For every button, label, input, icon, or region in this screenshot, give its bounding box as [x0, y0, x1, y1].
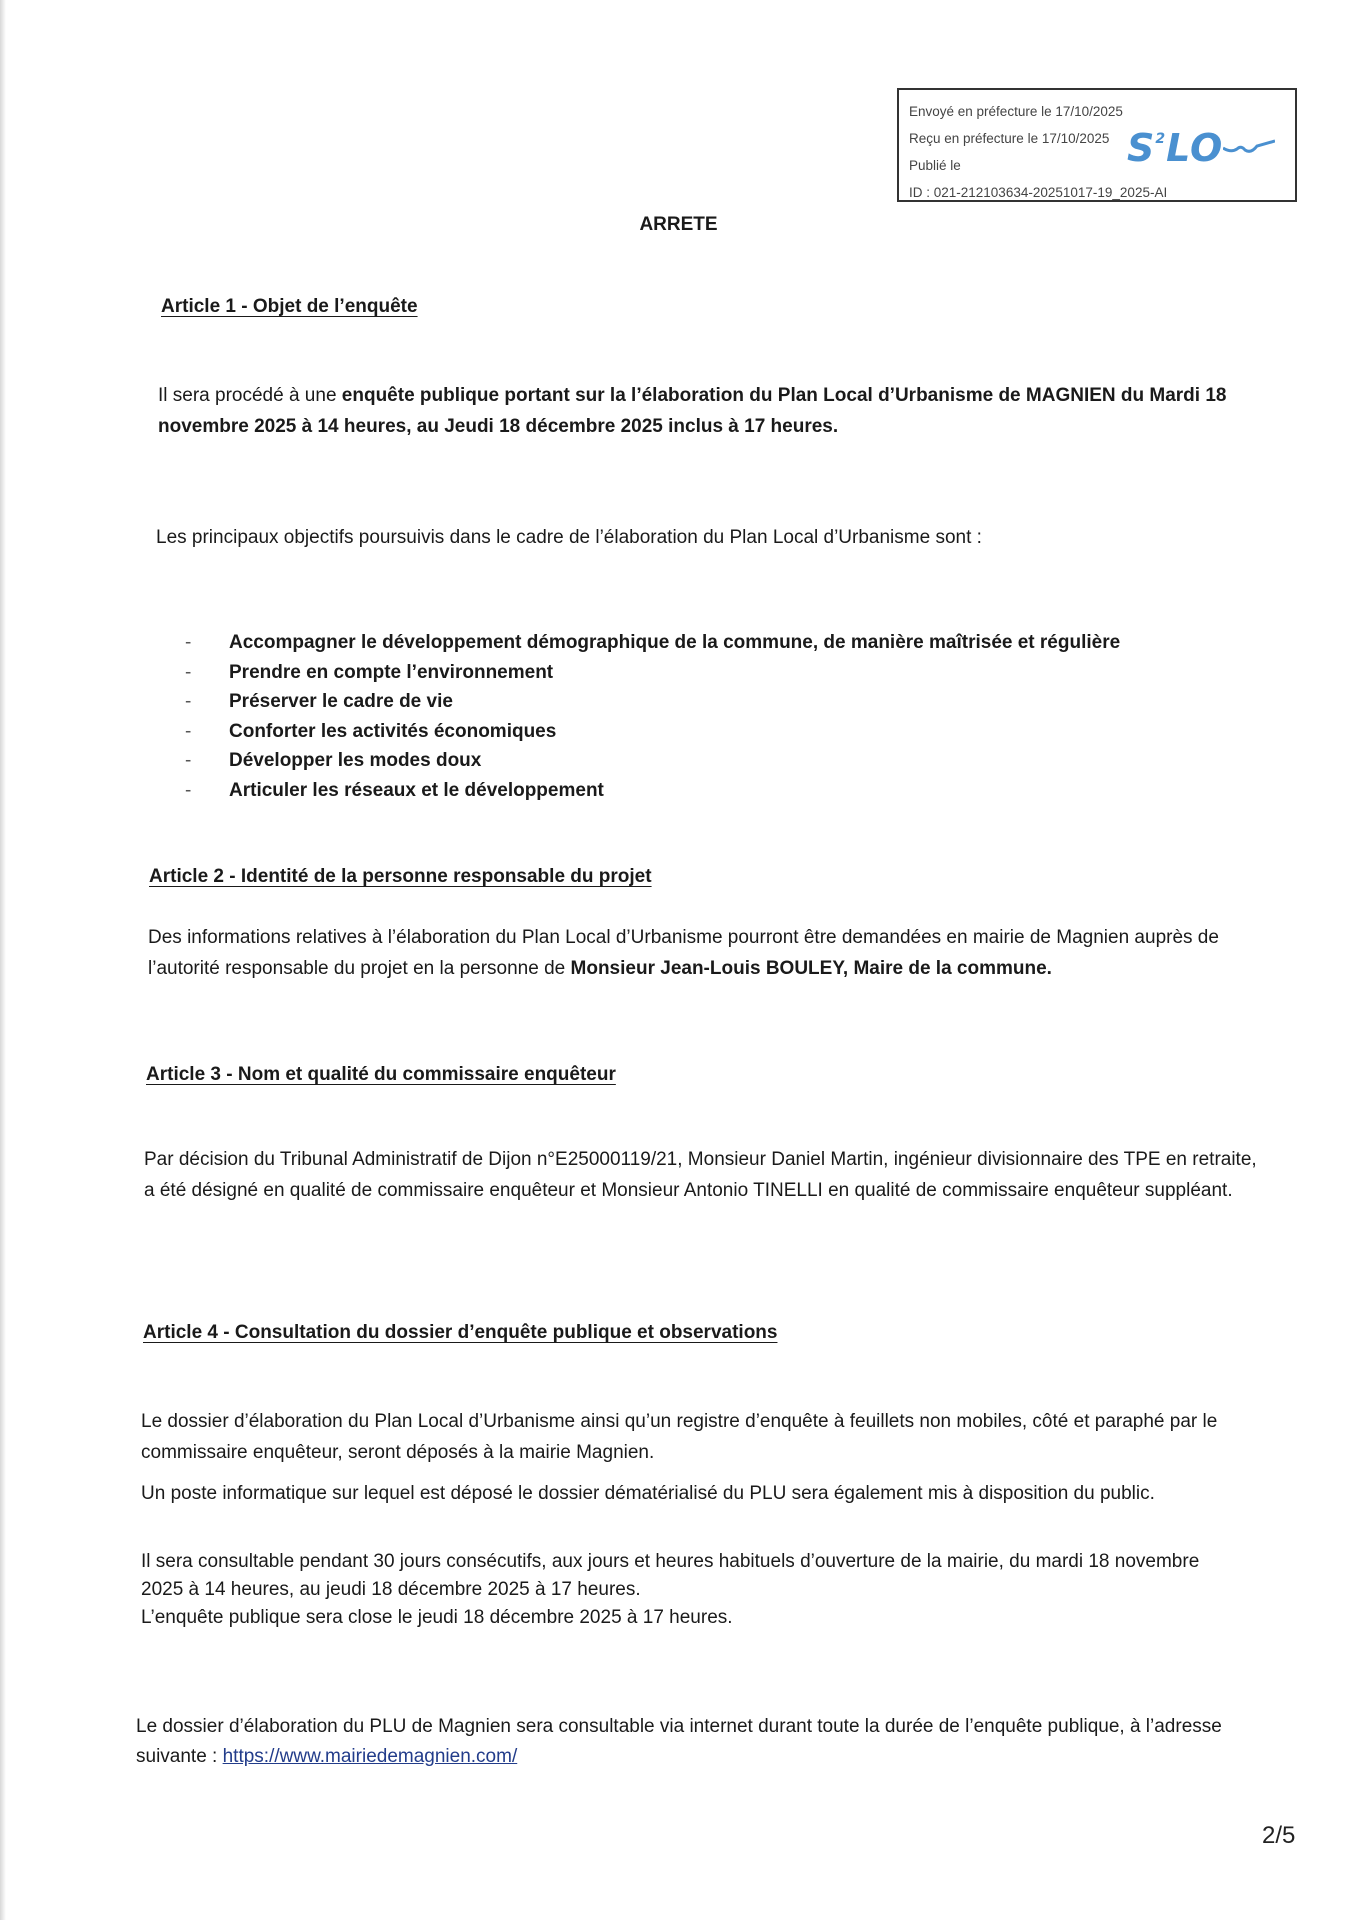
objectives-list [185, 628, 1120, 805]
article-1-intro [158, 380, 1258, 442]
online-consultation-text: Le dossier d’élaboration du PLU de Magnien sera consultable via internet durant toute la durée de l’enquête publique, à l’adresse suivante : [136, 1716, 1222, 1767]
bullet-dash: - [185, 720, 192, 742]
objective-item: - Préserver le cadre de vie [185, 687, 1120, 717]
bullet-dash: - [185, 691, 192, 712]
article-2-text [148, 922, 1258, 984]
bullet-dash: - [185, 750, 192, 771]
prefecture-stamp [897, 88, 1297, 202]
article-4-paragraph-4 [136, 1712, 1236, 1772]
article-4-heading: Article 4 - Consultation du dossier d’enquête publique et observations [143, 1322, 778, 1343]
article-4-paragraph-3 [141, 1548, 1241, 1632]
article-4-paragraph-2: Un poste informatique sur lequel est déposé le dossier dématérialisé du PLU sera également mis à disposition du public. [141, 1483, 1155, 1504]
stamp-id: ID : 021-212103634-20251017-19_2025-AI [909, 185, 1168, 200]
objectives-intro: Les principaux objectifs poursuivis dans le cadre de l’élaboration du Plan Local d’Urbanisme sont : [156, 527, 982, 548]
article-2-text-bold: Monsieur Jean-Louis BOULEY, Maire de la commune. [570, 958, 1052, 979]
article-3-heading: Article 3 - Nom et qualité du commissaire enquêteur [146, 1064, 616, 1085]
objective-item: - Articuler les réseaux et le développement [185, 776, 1120, 806]
article-3-text: Par décision du Tribunal Administratif de Dijon n°E25000119/21, Monsieur Daniel Martin, ingénieur divisionnaire des TPE en retraite, a été désigné en qualité de commissaire enquêteur et Monsieur Antonio TINELLI en qualité de commissaire enquêteur suppléant. [144, 1149, 1257, 1201]
consultation-period: Il sera consultable pendant 30 jours consécutifs, aux jours et heures habituels d’ouverture de la mairie, du mardi 18 novembre 2025 à 14 heures, au jeudi 18 décembre 2025 à 17 heures. [141, 1551, 1200, 1600]
bullet-dash: - [185, 661, 192, 683]
objective-item: - Conforter les activités économiques [185, 717, 1120, 747]
stamp-received: Reçu en préfecture le 17/10/2025 [909, 131, 1110, 146]
document-title: ARRETE [639, 214, 718, 235]
bullet-dash: - [185, 779, 192, 801]
stamp-published: Publié le [909, 158, 961, 173]
closing-date: L’enquête publique sera close le jeudi 18 décembre 2025 à 17 heures. [141, 1607, 733, 1628]
stamp-sent: Envoyé en préfecture le 17/10/2025 [909, 104, 1123, 119]
page-number: 2/5 [1262, 1822, 1296, 1849]
bullet-dash: - [185, 632, 192, 653]
checkmark-swoosh-icon [1223, 139, 1275, 157]
page-edge [0, 0, 6, 1920]
article-2-heading: Article 2 - Identité de la personne responsable du projet [149, 866, 652, 887]
mairie-website-link[interactable]: https://www.mairiedemagnien.com/ [222, 1746, 518, 1767]
article-4-paragraph-1: Le dossier d’élaboration du Plan Local d’Urbanisme ainsi qu’un registre d’enquête à feuillets non mobiles, côté et paraphé par le commissaire enquêteur, seront déposés à la mairie Magnien. [141, 1411, 1218, 1463]
s2lo-logo: $S^2LO$ [1127, 126, 1275, 170]
article-1-intro-plain: Il sera procédé à une [158, 385, 342, 406]
objective-item: - Développer les modes doux [185, 746, 1120, 776]
article-2-text-plain: Des informations relatives à l’élaboration du Plan Local d’Urbanisme pourront être demandées en mairie de Magnien auprès de l’autorité responsable du projet en la personne de [148, 927, 1219, 979]
article-1-heading: Article 1 - Objet de l’enquête [161, 296, 418, 317]
objective-item: - Prendre en compte l’environnement [185, 658, 1120, 688]
article-1-intro-bold: enquête publique portant sur la l’élaboration du Plan Local d’Urbanisme de MAGNIEN du Mardi 18 novembre 2025 à 14 heures, au Jeudi 18 décembre 2025 inclus à 17 heures. [158, 385, 1227, 437]
objective-item: - Accompagner le développement démographique de la commune, de manière maîtrisée et régulière [185, 628, 1120, 658]
